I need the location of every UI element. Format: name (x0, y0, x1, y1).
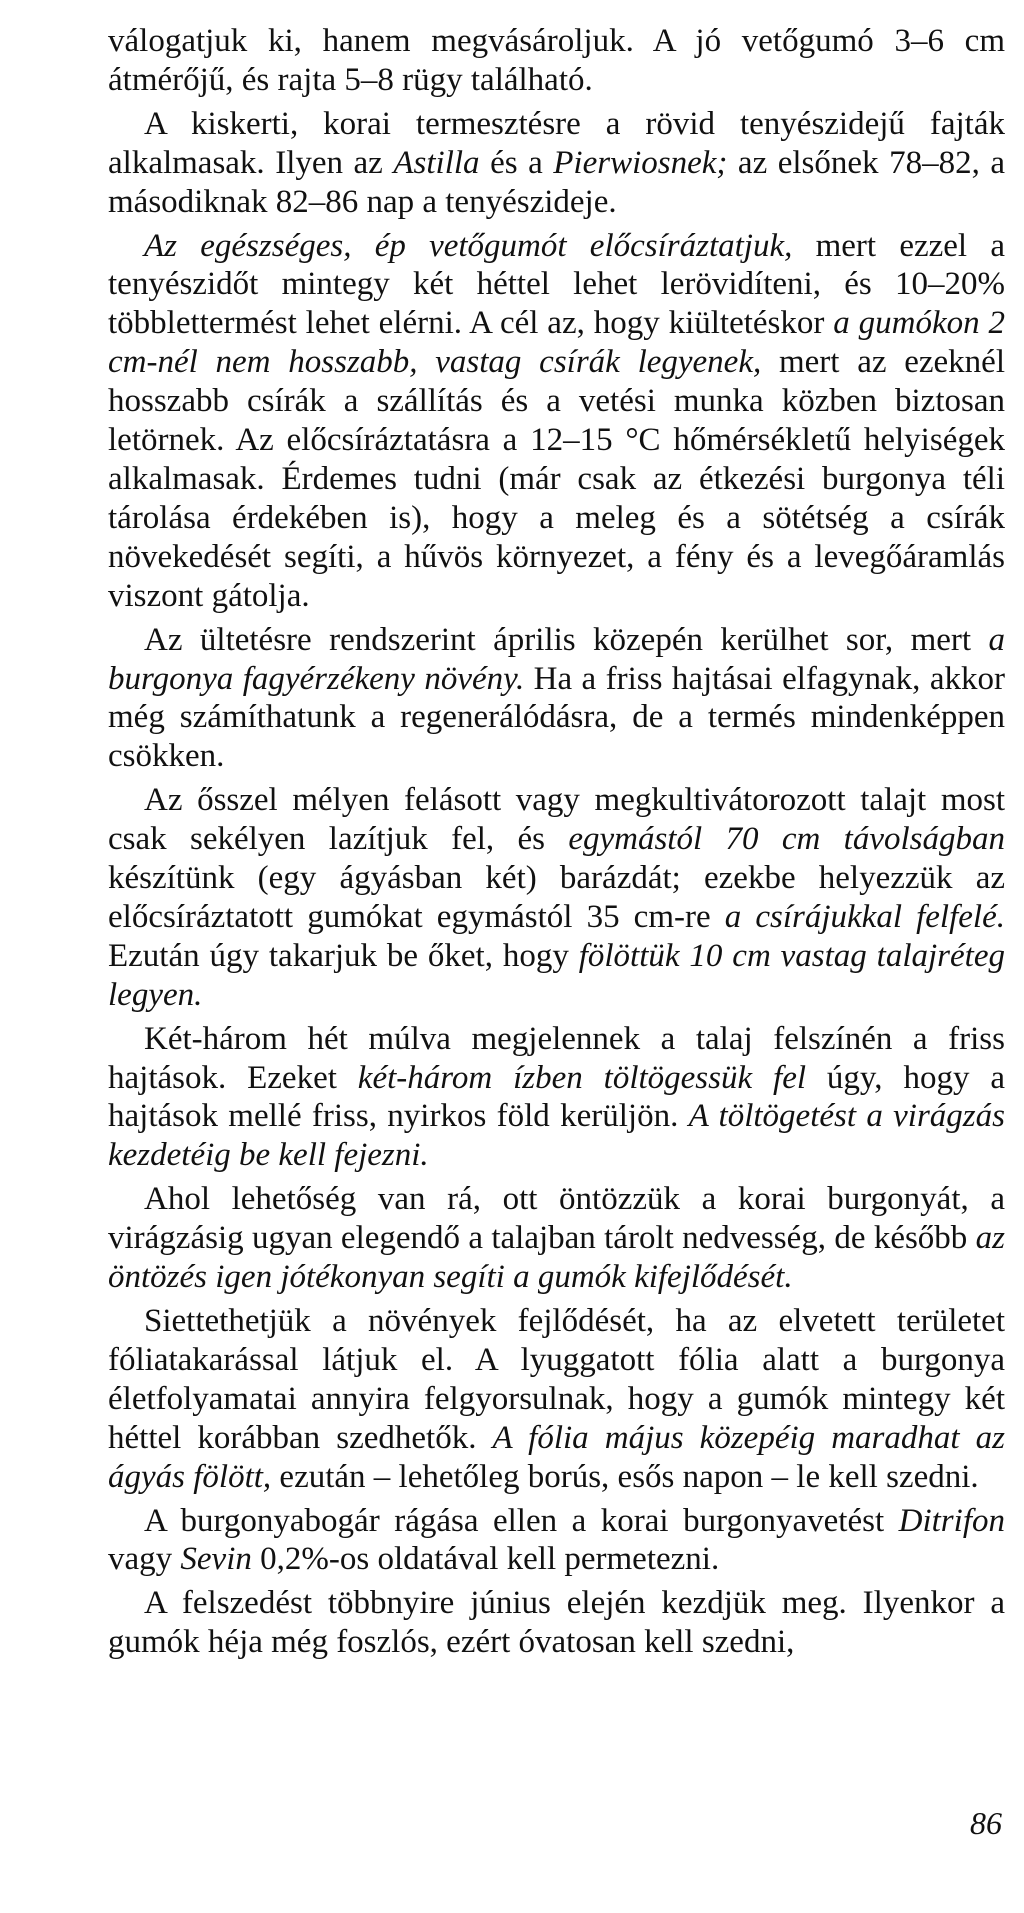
text-run: Két-három hét múlva megjelennek a talaj felszínén a friss hajtások. Ezeket (108, 1020, 1005, 1096)
text-run: válogatjuk ki, hanem megvásároljuk. A jó vetőgumó 3–6 cm átmérőjű, és rajta 5–8 rügy található. (108, 23, 1005, 98)
page-number: 86 (970, 1805, 1002, 1841)
text-run: A felszedést többnyire június elején kezdjük meg. Ilyenkor a gumók héja még foszlós, ezért óvatosan kell szedni, (108, 1585, 1005, 1661)
text-run: Siettethetjük a növények fejlődését, ha az elvetett területet fóliatakarással látjuk el. A lyuggatott fólia alatt a burgonya életfolyamatai annyira felgyorsulnak, hogy a gumók mintegy két héttel korábban szedhetők. (108, 1303, 1005, 1456)
italic-text: fölöttük 10 cm vastag talajréteg legyen. (108, 937, 1005, 1013)
text-block (108, 22, 1005, 1667)
paragraph (108, 105, 1005, 222)
text-run: az elsőnek 78–82, a másodiknak 82–86 nap a tenyészideje. (108, 144, 1005, 220)
paragraph (108, 1020, 1005, 1176)
text-run: A burgonyabogár rágása ellen a korai burgonyavetést (144, 1502, 899, 1539)
italic-text: egymástól 70 cm távolságban (568, 821, 1005, 858)
paragraph (108, 1302, 1005, 1497)
text-run: és a (479, 144, 554, 181)
paragraph (108, 621, 1005, 777)
italic-text: Sevin (180, 1541, 252, 1578)
italic-text: Ditrifon (898, 1502, 1005, 1539)
paragraph (108, 1584, 1005, 1662)
text-run: Ezután úgy takarjuk be őket, hogy (108, 937, 579, 974)
text-run: Az ültetésre rendszerint április közepén kerülhet sor, mert (144, 621, 989, 658)
italic-text: a burgonya fagyérzékeny növény. (108, 621, 1005, 697)
text-run: ezután – lehetőleg borús, esős napon – le kell szedni. (271, 1458, 979, 1495)
paragraph (108, 227, 1005, 616)
paragraph (108, 1180, 1005, 1297)
italic-text: A töltögetést a virágzás kezdetéig be kell fejezni. (108, 1098, 1005, 1174)
text-run: A kiskerti, korai termesztésre a rövid tenyészidejű fajták alkalmasak. Ilyen az (108, 105, 1005, 181)
italic-text: Az egészséges, ép vetőgumót előcsíráztatjuk, (144, 227, 793, 264)
italic-text: a gumókon 2 cm-nél nem hosszabb, vastag csírák legyenek, (108, 305, 1006, 381)
text-run: készítünk (egy ágyásban két) barázdát; ezekbe helyezzük az előcsíráztatott gumókat egymástól 35 cm-re (108, 860, 1005, 935)
italic-text: két-három ízben töltögessük fel (357, 1059, 807, 1096)
italic-text: a csírájukkal felfelé. (724, 898, 1005, 935)
italic-text: Astilla (393, 144, 480, 181)
text-run: mert az ezeknél hosszabb csírák a szállítás és a vetési munka közben biztosan letörnek. Az előcsíráztatásra a 12–15 °C hőmérsékletű helyiségek alkalmasak. Érdemes tudni (már csak az étkezési burgonya téli tárolása érdekében is), hogy a meleg és a sötétség a csírák növekedését segíti, a hűvös környezet, a fény és a levegőáramlás viszont gátolja. (108, 344, 1005, 614)
italic-text: A fólia május közepéig maradhat az ágyás fölött, (108, 1419, 1005, 1495)
paragraph (108, 1502, 1005, 1580)
text-run: mert ezzel a tenyészidőt mintegy két héttel lehet lerövidíteni, és 10–20% többlettermést lehet elérni. A cél az, hogy kiültetéskor (108, 227, 1005, 342)
paragraph (108, 781, 1005, 1014)
italic-text: az öntözés igen jótékonyan segíti a gumók kifejlődését. (108, 1220, 1005, 1296)
text-run: 0,2%-os oldatával kell permetezni. (251, 1541, 720, 1578)
text-run: Ahol lehetőség van rá, ott öntözzük a korai burgonyát, a virágzásig ugyan elegendő a talajban tárolt nedvesség, de később (108, 1181, 1005, 1257)
text-run: úgy, hogy a hajtások mellé friss, nyirkos föld kerüljön. (108, 1059, 1005, 1135)
text-run: Az ősszel mélyen felásott vagy megkultivátorozott talajt most csak sekélyen lazítjuk fel, és (108, 782, 1005, 858)
italic-text: Pierwiosnek; (553, 144, 728, 181)
text-run: Ha a friss hajtásai elfagynak, akkor még számíthatunk a regenerálódásra, de a termés mindenképpen csökken. (108, 660, 1005, 775)
text-run: vagy (108, 1541, 181, 1578)
paragraph (108, 22, 1005, 100)
